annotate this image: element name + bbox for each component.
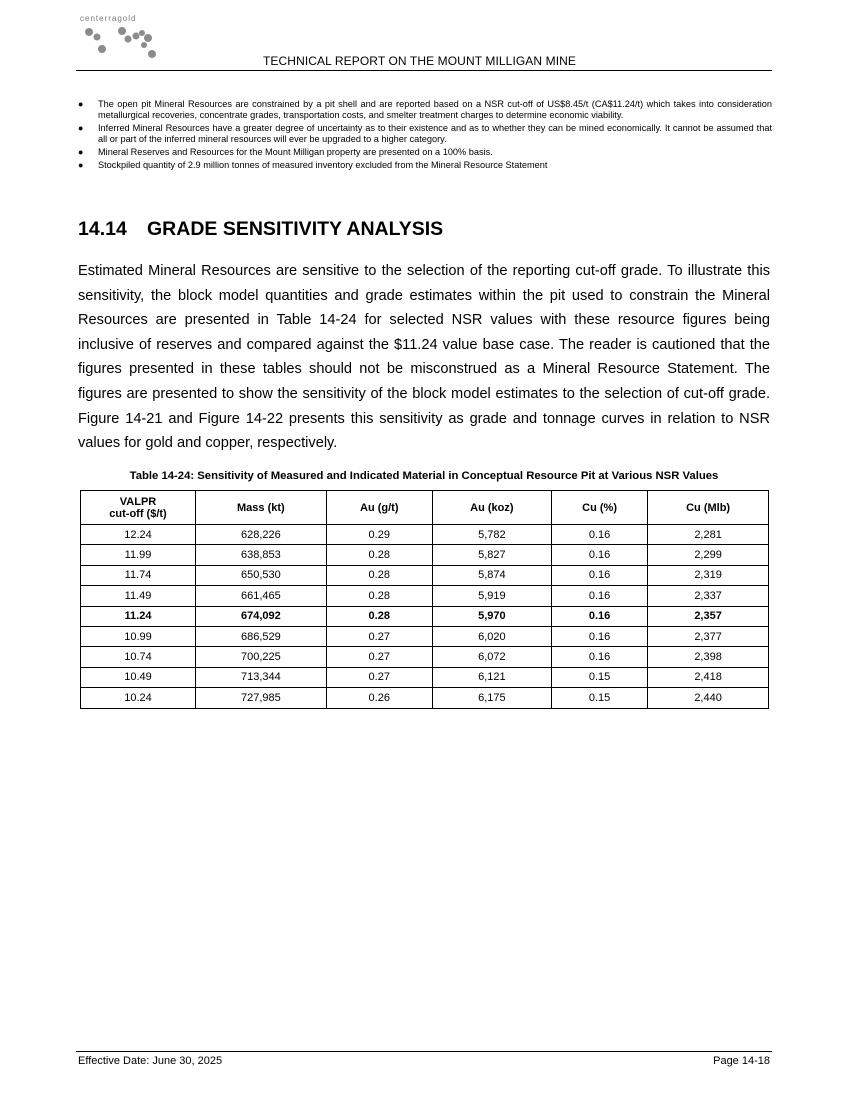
section-paragraph: Estimated Mineral Resources are sensitive to the selection of the reporting cut-off grade. To illustrate this sensitivity, the block model quantities and grade estimates within the pit used to constrain the Mineral Resources are presented in Table 14-24 for selected NSR values with these resource figures being inclusive of reserves and compared against the $11.24 value base case. The reader is cautioned that the figures presented in these tables should not be misconstrued as a Mineral Resource Statement. The figures are presented to show the sensitivity of the block model estimates to the selection of cut-off grade. Figure 14-21 and Figure 14-22 presents this sensitivity as grade and tonnage curves in relation to NSR values for gold and copper, respectively.	[78, 263, 770, 452]
table-cell: 2,319	[648, 565, 769, 585]
table-cell: 10.74	[81, 647, 196, 667]
table-cell: 0.28	[326, 586, 432, 606]
table-cell: 2,337	[648, 586, 769, 606]
header-cell-cutoff: VALPR cut-off ($/t)	[81, 491, 196, 525]
table-cell: 6,020	[432, 626, 551, 646]
table-caption: Table 14-24: Sensitivity of Measured and Indicated Material in Conceptual Resource Pit at Various NSR Values	[129, 470, 719, 482]
bullet-icon: ●	[78, 123, 84, 133]
table-cell: 727,985	[196, 688, 327, 708]
table-cell: 11.49	[81, 586, 196, 606]
table-cell: 2,299	[648, 545, 769, 565]
table-cell: 2,357	[648, 606, 769, 626]
table-row	[81, 688, 769, 708]
table-cell: 674,092	[196, 606, 327, 626]
logo-dots-icon	[80, 24, 170, 64]
table-cell: 11.74	[81, 565, 196, 585]
section-heading	[78, 218, 443, 241]
table-row	[81, 586, 769, 606]
bullet-icon: ●	[78, 147, 84, 157]
table-cell: 11.24	[81, 606, 196, 626]
table-cell: 5,919	[432, 586, 551, 606]
bullet-icon: ●	[78, 99, 84, 109]
table-cell: 638,853	[196, 545, 327, 565]
header-divider	[76, 70, 772, 71]
report-title: TECHNICAL REPORT ON THE MOUNT MILLIGAN MINE	[263, 54, 577, 68]
table-cell: 0.16	[551, 545, 647, 565]
table-body	[81, 525, 769, 709]
table-cell: 2,418	[648, 667, 769, 687]
table-cell: 0.15	[551, 667, 647, 687]
note-item: ● Mineral Reserves and Resources for the Mount Milligan property are presented on a 100% basis.	[78, 147, 493, 157]
table-cell: 0.26	[326, 688, 432, 708]
note-item: ● Stockpiled quantity of 2.9 million tonnes of measured inventory excluded from the Mineral Resource Statement	[78, 160, 548, 170]
table-row	[81, 545, 769, 565]
section-number: 14.14	[78, 218, 127, 240]
table-cell: 0.16	[551, 586, 647, 606]
logo-wordmark: centerragold	[80, 14, 137, 23]
table-cell: 0.29	[326, 525, 432, 545]
table-cell: 0.15	[551, 688, 647, 708]
table-cell: 2,377	[648, 626, 769, 646]
table-cell: 0.27	[326, 647, 432, 667]
table-cell: 5,827	[432, 545, 551, 565]
table-cell: 628,226	[196, 525, 327, 545]
table-cell: 2,281	[648, 525, 769, 545]
table-cell: 10.99	[81, 626, 196, 646]
table-cell: 12.24	[81, 525, 196, 545]
table-cell: 6,072	[432, 647, 551, 667]
table-cell: 0.16	[551, 565, 647, 585]
table-row	[81, 565, 769, 585]
company-logo	[80, 14, 190, 64]
header-cell: Au (g/t)	[326, 491, 432, 525]
table-cell: 2,440	[648, 688, 769, 708]
table-cell: 0.27	[326, 626, 432, 646]
table-header-row	[81, 491, 769, 525]
page-number: Page 14-18	[713, 1055, 770, 1067]
table-cell: 686,529	[196, 626, 327, 646]
table-cell: 6,121	[432, 667, 551, 687]
footer-divider	[76, 1051, 772, 1052]
table-cell: 650,530	[196, 565, 327, 585]
table-cell: 5,970	[432, 606, 551, 626]
table-cell: 700,225	[196, 647, 327, 667]
table-cell: 0.27	[326, 667, 432, 687]
header-cell: Cu (Mlb)	[648, 491, 769, 525]
header-cell: Mass (kt)	[196, 491, 327, 525]
table-cell: 11.99	[81, 545, 196, 565]
table-row	[81, 647, 769, 667]
table-cell: 0.28	[326, 565, 432, 585]
table-cell: 5,874	[432, 565, 551, 585]
table-cell: 5,782	[432, 525, 551, 545]
sensitivity-table	[80, 490, 769, 709]
table-cell: 0.28	[326, 545, 432, 565]
resource-notes	[78, 99, 772, 173]
table-row	[81, 626, 769, 646]
table-cell: 0.16	[551, 647, 647, 667]
table-cell: 713,344	[196, 667, 327, 687]
table-cell: 0.16	[551, 626, 647, 646]
note-item: ● Inferred Mineral Resources have a greater degree of uncertainty as to their existence and as to whether they can be mined economically. It cannot be assumed that all or part of the inferred mineral resources will ever be upgraded to a higher category.	[78, 123, 772, 144]
table-row	[81, 525, 769, 545]
table-cell: 6,175	[432, 688, 551, 708]
bullet-icon: ●	[78, 160, 84, 170]
header-cell: Cu (%)	[551, 491, 647, 525]
table-cell: 0.16	[551, 525, 647, 545]
table-cell: 2,398	[648, 647, 769, 667]
table-cell: 0.16	[551, 606, 647, 626]
section-title: GRADE SENSITIVITY ANALYSIS	[147, 218, 444, 240]
note-item: ● The open pit Mineral Resources are constrained by a pit shell and are reported based on a NSR cut-off of US$8.45/t (CA$11.24/t) which takes into consideration metallurgical recoveries, concentrate grades, transportation costs, and smelter treatment charges to determine economic viability.	[78, 99, 772, 120]
effective-date: Effective Date: June 30, 2025	[78, 1055, 223, 1067]
table-cell: 10.49	[81, 667, 196, 687]
table-cell: 10.24	[81, 688, 196, 708]
table-row-base-case	[81, 606, 769, 626]
header-cell: Au (koz)	[432, 491, 551, 525]
table-cell: 661,465	[196, 586, 327, 606]
table-row	[81, 667, 769, 687]
table-cell: 0.28	[326, 606, 432, 626]
